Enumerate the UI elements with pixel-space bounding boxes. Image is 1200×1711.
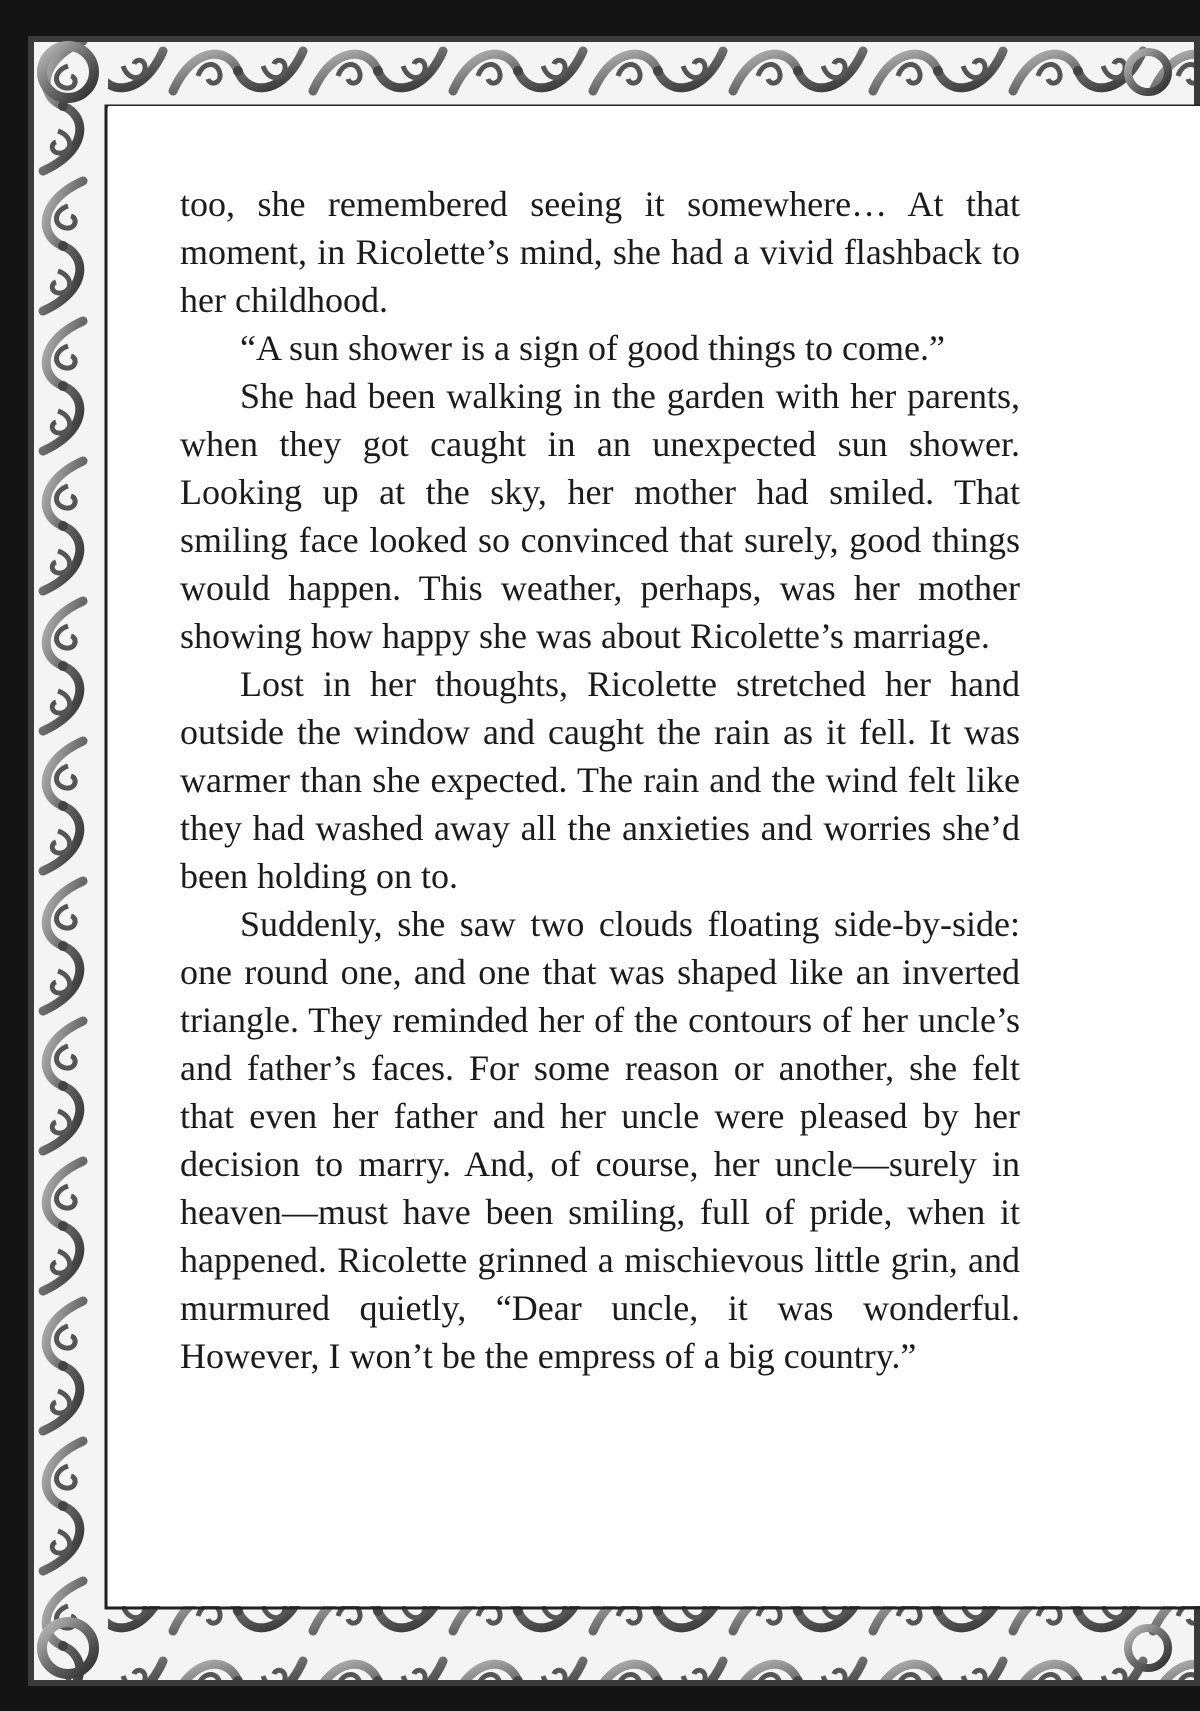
paragraph: too, she remembered seeing it somewhere… At that moment, in Ricolette’s mind, she had a vivid flashback to her childhood.: [180, 184, 1020, 320]
paragraph: Lost in her thoughts, Ricolette stretched her hand outside the window and caught the rain as it fell. It was warmer than she expected. The rain and the wind felt like they had washed away all the anxieties and worries she’d been holding on to.: [180, 664, 1020, 896]
paragraph: Suddenly, she saw two clouds floating side-by-side: one round one, and one that was shaped like an inverted triangle. They reminded her of the contours of her uncle’s and father’s faces. For some reason or another, she felt that even her father and her uncle were pleased by her decision to marry. And, of course, her uncle—surely in heaven—must have been smiling, full of pride, when it happened. Ricolette grinned a mischievous little grin, and murmured quietly, “Dear uncle, it was wonderful. However, I won’t be the empress of a big country.”: [180, 904, 1020, 1376]
paragraph: “A sun shower is a sign of good things to come.”: [240, 328, 945, 368]
paragraph: She had been walking in the garden with her parents, when they got caught in an unexpected sun shower. Looking up at the sky, her mother had smiled. That smiling face looked so convinced that surely, good things would happen. This weather, perhaps, was her mother showing how happy she was about Ricolette’s marriage.: [180, 376, 1020, 656]
body-text: [180, 180, 1020, 1380]
